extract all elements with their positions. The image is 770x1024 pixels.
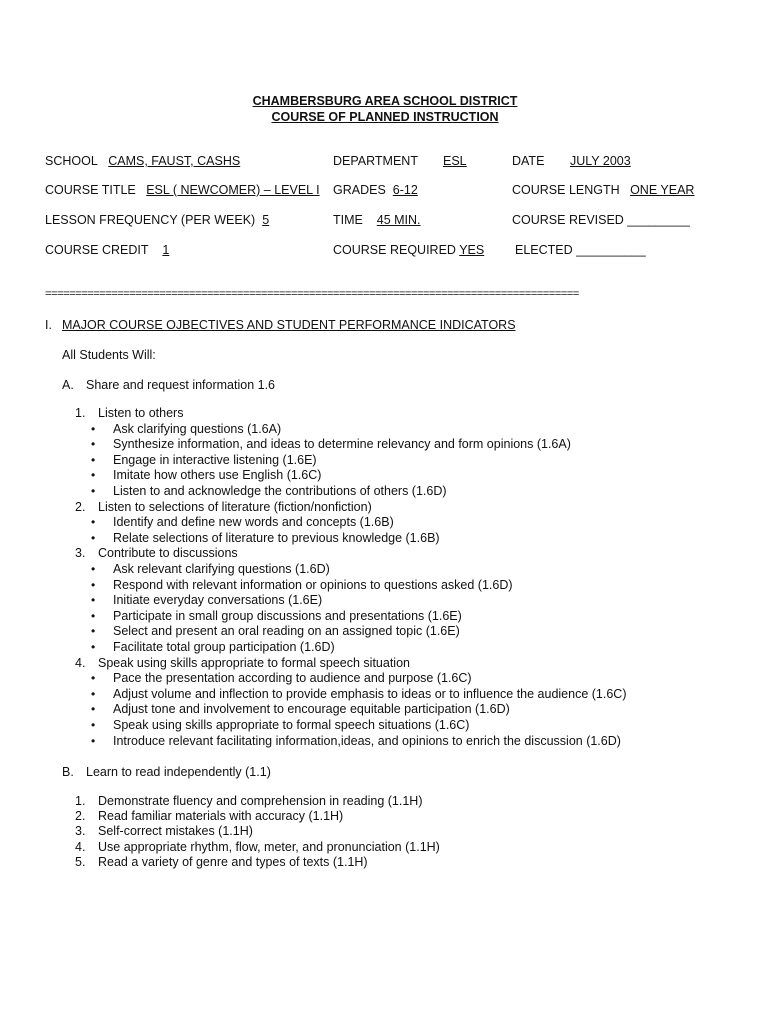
bullet-icon: • (91, 577, 96, 592)
numbered-item-text: Self-correct mistakes (1.1H) (98, 824, 253, 839)
bullet-item: Relate selections of literature to previous knowledge (1.6B) (113, 530, 440, 545)
objective-b-text: Learn to read independently (1.1) (86, 765, 271, 779)
bullet-icon: • (91, 640, 96, 654)
bullet-item: Ask clarifying questions (1.6A) (113, 421, 282, 436)
date-label: DATE (512, 154, 545, 168)
numbered-item-number: 4. (75, 839, 86, 854)
grades-label: GRADES (333, 183, 386, 197)
bullet-item: Adjust volume and inflection to provide emphasis to ideas or to influence the audience (1.6C) (113, 686, 627, 701)
elected-field: ELECTED __________ (515, 243, 646, 257)
time-field (333, 213, 421, 227)
bullet-icon: • (91, 484, 96, 498)
bullet-icon: • (91, 671, 96, 686)
bullet-item: Facilitate total group participation (1.6D) (113, 640, 335, 654)
numbered-item-number: 3. (75, 824, 86, 839)
numbered-item-text: Listen to others (98, 406, 184, 420)
bullet-icon: • (91, 718, 96, 732)
numbered-item-text: Read a variety of genre and types of texts (1.1H) (98, 854, 368, 869)
course-required-field (333, 243, 484, 257)
bullet-item: Respond with relevant information or opinions to questions asked (1.6D) (113, 577, 513, 592)
section-intro: All Students Will: (62, 348, 156, 362)
bullet-item: Imitate how others use English (1.6C) (113, 468, 322, 483)
time-label: TIME (333, 213, 363, 227)
document-title: COURSE OF PLANNED INSTRUCTION (271, 110, 499, 124)
bullet-icon: • (91, 608, 96, 623)
bullet-icon: • (91, 452, 96, 467)
numbered-item-text: Listen to selections of literature (fiction/nonfiction) (98, 499, 372, 514)
bullet-item: Identify and define new words and concepts (1.6B) (113, 515, 394, 530)
bullet-icon: • (91, 530, 96, 545)
numbered-item-text: Demonstrate fluency and comprehension in reading (1.1H) (98, 794, 423, 808)
lesson-frequency-value: 5 (262, 213, 270, 227)
lesson-frequency-field (45, 213, 269, 227)
time-value: 45 MIN. (376, 213, 421, 227)
objective-b-label: B. (62, 765, 74, 779)
course-credit-field (45, 243, 169, 257)
numbered-item-number: 1. (75, 794, 86, 808)
divider-line: ========================================================================================= (45, 288, 579, 300)
district-title: CHAMBERSBURG AREA SCHOOL DISTRICT (252, 94, 518, 108)
bullet-icon: • (91, 624, 96, 639)
bullet-item: Initiate everyday conversations (1.6E) (113, 593, 323, 608)
school-value: CAMS, FAUST, CASHS (108, 154, 241, 168)
bullet-item: Pace the presentation according to audience and purpose (1.6C) (113, 671, 472, 686)
bullet-item: Introduce relevant facilitating information,ideas, and opinions to enrich the discussion (1.6D) (113, 733, 621, 748)
section-heading: MAJOR COURSE OJBECTIVES AND STUDENT PERFORMANCE INDICATORS (62, 318, 516, 332)
school-field (45, 154, 240, 168)
numbered-item-text: Contribute to discussions (98, 546, 238, 561)
bullet-item: Ask relevant clarifying questions (1.6D) (113, 562, 330, 576)
bullet-icon: • (91, 702, 96, 717)
numbered-item-number: 2. (75, 499, 86, 514)
numbered-item-number: 1. (75, 406, 86, 420)
school-label: SCHOOL (45, 154, 98, 168)
grades-field (333, 183, 418, 197)
bullet-item: Adjust tone and involvement to encourage equitable participation (1.6D) (113, 702, 510, 717)
course-revised-field: COURSE REVISED _________ (512, 213, 690, 227)
course-required-label: COURSE REQUIRED (333, 243, 456, 257)
bullet-icon: • (91, 421, 96, 436)
bullet-item: Listen to and acknowledge the contributions of others (1.6D) (113, 484, 447, 498)
course-title-field (45, 183, 320, 197)
bullet-icon: • (91, 437, 96, 452)
department-label: DEPARTMENT (333, 154, 418, 168)
grades-value: 6-12 (392, 183, 418, 197)
bullet-item: Participate in small group discussions and presentations (1.6E) (113, 608, 462, 623)
bullet-icon: • (91, 686, 96, 701)
bullet-icon: • (91, 733, 96, 748)
course-length-field (512, 183, 694, 197)
course-required-value: YES (459, 243, 485, 257)
course-title-value: ESL ( NEWCOMER) – LEVEL I (146, 183, 320, 197)
bullet-icon: • (91, 593, 96, 608)
course-title-label: COURSE TITLE (45, 183, 136, 197)
bullet-item: Synthesize information, and ideas to determine relevancy and form opinions (1.6A) (113, 437, 571, 452)
numbered-item-number: 4. (75, 655, 86, 670)
course-credit-value: 1 (162, 243, 170, 257)
numbered-item-text: Speak using skills appropriate to formal speech situation (98, 655, 410, 670)
objective-a-text: Share and request information 1.6 (86, 378, 276, 392)
course-length-value: ONE YEAR (630, 183, 695, 197)
lesson-frequency-label: LESSON FREQUENCY (PER WEEK) (45, 213, 256, 227)
numbered-item-text: Read familiar materials with accuracy (1.1H) (98, 809, 344, 824)
bullet-icon: • (91, 562, 96, 576)
numbered-item-number: 5. (75, 854, 86, 869)
course-length-label: COURSE LENGTH (512, 183, 620, 197)
numbered-item-text: Use appropriate rhythm, flow, meter, and pronunciation (1.1H) (98, 839, 440, 854)
numbered-item-number: 3. (75, 546, 86, 561)
section-number: I. (45, 318, 52, 332)
bullet-icon: • (91, 468, 96, 483)
bullet-item: Speak using skills appropriate to formal speech situations (1.6C) (113, 718, 470, 732)
bullet-item: Engage in interactive listening (1.6E) (113, 452, 317, 467)
department-value: ESL (443, 154, 467, 168)
course-credit-label: COURSE CREDIT (45, 243, 149, 257)
numbered-item-number: 2. (75, 809, 86, 824)
bullet-icon: • (91, 515, 96, 530)
date-value: JULY 2003 (570, 154, 631, 168)
bullet-item: Select and present an oral reading on an assigned topic (1.6E) (113, 624, 460, 639)
objective-a-label: A. (62, 378, 74, 392)
